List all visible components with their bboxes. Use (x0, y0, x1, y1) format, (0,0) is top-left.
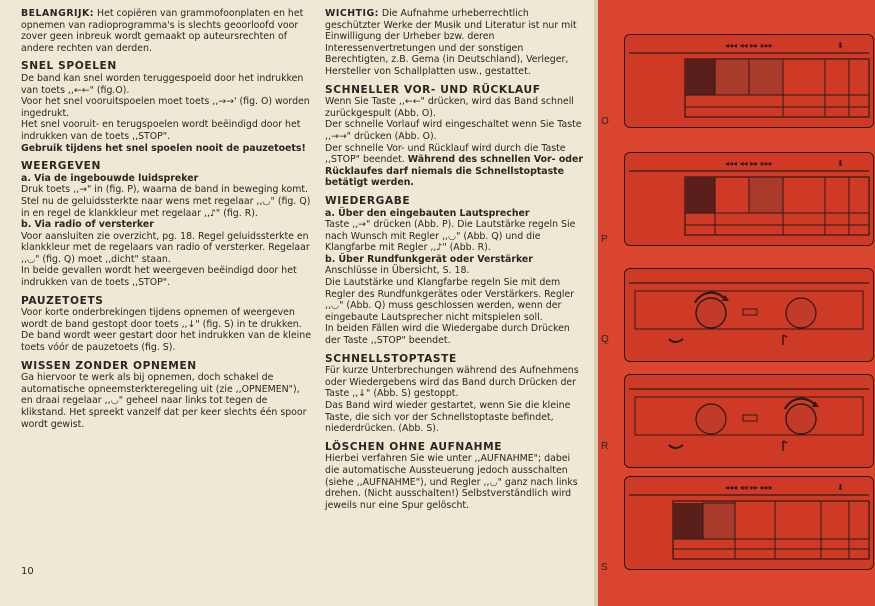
pause-symbol: ⬇ (837, 41, 844, 50)
tone-symbol (783, 441, 787, 451)
deck-knobs-q-drawing (625, 269, 873, 361)
tone-knob (786, 298, 816, 328)
figure-o-keys (624, 34, 874, 128)
key-pressed (749, 177, 783, 213)
schneller-text1: Wenn Sie Taste ,,←←" drücken, wird das Band schnell zurückgespult (Abb. O). (325, 96, 574, 119)
weergeven-text-c: In beide gevallen wordt het weergeven beëindigd door het indrukken van de toets ,,STOP". (21, 265, 297, 289)
wiedergabe-text-c: Die Lautstärke und Klangfarbe regeln Sie mit dem Regler des Rundfunkgerätes oder Verstärkers. Regler ,,◡" (Abb. Q) muss geschlossen werden, wenn der eingebaute Lautsprecher nicht mitspielen soll. (325, 277, 575, 323)
heading-schneller: SCHNELLER VOR- UND RÜCKLAUF (325, 83, 541, 96)
figure-r-tone (624, 374, 874, 468)
schneller-warning: Während des schnellen Vor- oder Rücklaufes darf niemals die Schnellstoptaste betätigt werden. (325, 154, 583, 189)
key-pressed (715, 59, 749, 95)
tone-knob (786, 404, 816, 434)
fast-wind-symbols: ◂◂◂ ◂◂ ▸▸ ▸▸▸ (725, 483, 773, 492)
section-schneller (325, 85, 587, 189)
weergeven-sub-b: b. Via radio of versterker (21, 219, 154, 231)
figure-p-keys (624, 152, 874, 246)
loeschen-text: Hierbei verfahren Sie wie unter ,,AUFNAHME"; dabei die automatische Aussteuerung jedoch ausschalten (siehe ,,AUFNAHME"), und Regler ,,◡" ganz nach links drehen. (Nicht ausschalten!) Selbstverständlich wird jeweils nur eine Spur gelöscht. (325, 453, 578, 511)
wiedergabe-sub-b: b. Über Rundfunkgerät oder Verstärker (325, 253, 533, 265)
heading-weergeven: WEERGEVEN (21, 160, 101, 173)
pause-symbol: ⬇ (837, 483, 844, 492)
key-pressed-dark (673, 503, 703, 539)
section-pauzetoets (21, 296, 313, 354)
volume-knob (696, 298, 726, 328)
snel-spoelen-text2: Voor het snel vooruitspoelen moet toets ,,→→' (fig. O) worden ingedrukt. (21, 96, 310, 119)
key-pressed-dark (685, 177, 715, 213)
schneller-text2: Der schnelle Vorlauf wird eingeschaltet wenn Sie Taste ,,→→" drücken (Abb. O). (325, 119, 582, 142)
section-wissen (21, 361, 313, 431)
volume-knob (696, 404, 726, 434)
schnellstop-text2: Das Band wird wieder gestartet, wenn Sie die kleine Taste, die sich vor der Schnellstoptaste befindet, niederdrücken. (Abb. S). (325, 400, 571, 435)
wiedergabe-text-d: In beiden Fällen wird die Wiedergabe durch Drücken der Taste ,,STOP" beendet. (325, 323, 570, 347)
figure-label-o: O (601, 116, 609, 127)
wichtig-lead: WICHTIG: (325, 8, 379, 19)
weergeven-text-a: Druk toets ,,→" in (fig. P), waarna de band in beweging komt. Stel nu de geluidssterkte naar wens met regelaar ,,◡" (fig. Q) in en regel de klankkleur met regelaar ,,♪" (fig. R). (21, 184, 311, 219)
heading-wissen: WISSEN ZONDER OPNEMEN (21, 359, 197, 372)
volume-symbol (669, 339, 683, 342)
weergeven-sub-a: a. Via de ingebouwde luidspreker (21, 172, 199, 184)
deck-keys-o-drawing (625, 35, 873, 127)
schnellstop-text1: Für kurze Unterbrechungen während des Aufnehmens oder Wiedergebens wird das Band durch Drücken der Taste ,,↓" (Abb. S) gestoppt. (325, 365, 579, 400)
page-number: 10 (21, 566, 34, 577)
wiedergabe-text-b: Anschlüsse in Übersicht, S. 18. (325, 265, 470, 277)
snel-spoelen-warning: Gebruik tijdens het snel spoelen nooit de pauzetoets! (21, 142, 306, 154)
pauzetoets-text2: De band wordt weer gestart door het indrukken van de kleine toets vóór de pauzetoets (fig. S). (21, 330, 311, 354)
right-column-german (325, 8, 587, 518)
snel-spoelen-text3: Het snel vooruit- en terugspoelen wordt beëindigd door het indrukken van de toets ,,STOP". (21, 119, 301, 142)
key-pressed-dark (685, 59, 715, 95)
fast-wind-symbols: ◂◂◂ ◂◂ ▸▸ ▸▸▸ (725, 41, 773, 50)
section-wichtig (325, 8, 587, 78)
section-belangrijk (21, 8, 313, 54)
fast-wind-symbols: ◂◂◂ ◂◂ ▸▸ ▸▸▸ (725, 159, 773, 168)
snel-spoelen-text1: De band kan snel worden teruggespoeld door het indrukken van toets ,,←←" (fig.O). (21, 72, 304, 96)
figure-label-q: Q (601, 334, 609, 345)
section-wiedergabe (325, 196, 587, 347)
left-column-dutch (21, 8, 313, 437)
wiedergabe-text-a: Taste ,,→" drücken (Abb. P). Die Lautstärke regeln Sie nach Wunsch mit Regler ,,◡" (Abb. Q) und die Klangfarbe mit Regler ,,♪" (Abb. R). (325, 219, 576, 254)
illustration-panel (598, 0, 875, 606)
heading-schnellstop: SCHNELLSTOPTASTE (325, 352, 457, 365)
figure-label-p: P (601, 234, 608, 245)
volume-symbol (669, 445, 683, 448)
key-pressed (703, 503, 735, 539)
figure-q-volume (624, 268, 874, 362)
heading-pauzetoets: PAUZETOETS (21, 294, 104, 307)
pauzetoets-text1: Voor korte onderbrekingen tijdens opnemen of weergeven wordt de band gestopt door toets ,,↓" (fig. S) in te drukken. (21, 307, 302, 330)
heading-loeschen: LÖSCHEN OHNE AUFNAHME (325, 440, 503, 453)
section-snel-spoelen (21, 61, 313, 154)
figure-label-r: R (601, 441, 609, 452)
deck-knobs-r-drawing (625, 375, 873, 467)
heading-snel-spoelen: SNEL SPOELEN (21, 60, 117, 73)
deck-keys-p-drawing (625, 153, 873, 245)
wissen-text: Ga hiervoor te werk als bij opnemen, doch schakel de automatische opneemsterkteregeling uit (zie ,,OPNEMEN"), en draai regelaar ,,◡" geheel naar links tot tegen de klikstand. Het spreekt vanzelf dat per keer slechts één spoor wordt gewist. (21, 372, 307, 430)
tone-symbol (783, 335, 787, 345)
belangrijk-lead: BELANGRIJK: (21, 8, 95, 19)
wichtig-text: Die Aufnahme urheberrechtlich geschützter Werke der Musik und Literatur ist nur mit Einwilligung der Urheber bzw. deren Interessenvertretungen und der sonstigen Berechtigten, z.B. Gema (in Deutschland), Verleger, Hersteller von Schallplatten usw., gestattet. (325, 8, 577, 77)
deck-keys-s-drawing (625, 477, 873, 569)
section-schnellstop (325, 354, 587, 435)
section-weergeven (21, 161, 313, 289)
belangrijk-text: Het copiëren van grammofoonplaten en het opnemen van radioprogramma's is slechts geoorloofd voor zover geen inbreuk wordt gemaakt op auteursrechten of andere rechten van derden. (21, 8, 304, 54)
heading-wiedergabe: WIEDERGABE (325, 194, 411, 207)
schneller-text3: Der schnelle Vor- und Rücklauf wird durch die Taste ,,STOP" beendet. (325, 142, 566, 166)
figure-s-pause (624, 476, 874, 570)
key-pressed (749, 59, 783, 95)
section-loeschen (325, 442, 587, 512)
pause-symbol: ⬇ (837, 159, 844, 168)
weergeven-text-b: Voor aansluiten zie overzicht, pg. 18. Regel geluidssterkte en klankkleur met de regelaars van radio of versterker. Regelaar ,,◡" (fig. Q) moet ,,dicht" staan. (21, 230, 310, 265)
figure-label-s: S (601, 562, 608, 573)
wiedergabe-sub-a: a. Über den eingebauten Lautsprecher (325, 207, 530, 219)
